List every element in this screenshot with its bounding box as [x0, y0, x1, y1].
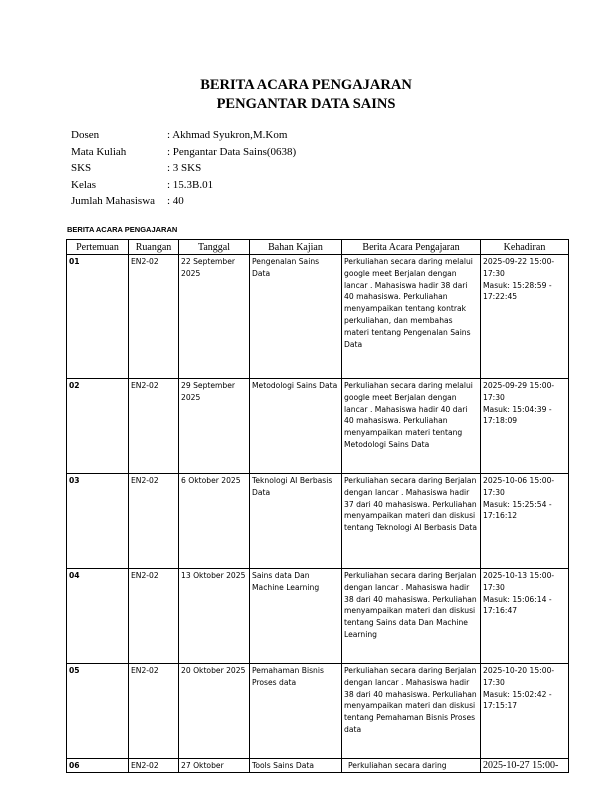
info-value: : 15.3B.01 [167, 178, 214, 191]
cell-ruangan: EN2-02 [129, 569, 179, 664]
kehadiran-jadwal: 2025-09-22 15:00-17:30 [483, 257, 555, 278]
column-header-tanggal: Tanggal [179, 240, 250, 255]
column-header-pertemuan: Pertemuan [67, 240, 129, 255]
cell-pertemuan: 05 [67, 664, 129, 759]
info-label: Jumlah Mahasiswa [71, 195, 156, 208]
cell-bahan-kajian: Metodologi Sains Data [250, 379, 342, 474]
cell-berita-acara: Perkuliahan secara daring [342, 759, 481, 773]
column-header-bahan-kajian: Bahan Kajian [250, 240, 342, 255]
cell-berita-acara: Perkuliahan secara daring melalui google meet Berjalan dengan lancar . Mahasiswa hadir 38 dari 40 mahasiswa. Perkuliahan menyampaikan tentang kontrak perkuliahan, dan membahas materi tentang Pengenalan Sains Data [342, 255, 481, 379]
cell-kehadiran [481, 379, 569, 474]
table-row [67, 255, 569, 379]
cell-pertemuan: 03 [67, 474, 129, 569]
attendance-table [66, 239, 569, 773]
cell-berita-acara: Perkuliahan secara daring Berjalan dengan lancar . Mahasiswa hadir 37 dari 40 mahasiswa. Perkuliahan menyampaikan materi dan diskusi tentang Teknologi AI Berbasis Data [342, 474, 481, 569]
cell-berita-acara: Perkuliahan secara daring melalui google meet Berjalan dengan lancar . Mahasiswa hadir 40 dari 40 mahasiswa. Perkuliahan menyampaikan materi tentang Metodologi Sains Data [342, 379, 481, 474]
cell-bahan-kajian: Pemahaman Bisnis Proses data [250, 664, 342, 759]
cell-ruangan: EN2-02 [129, 664, 179, 759]
document-subtitle: PENGANTAR DATA SAINS [216, 96, 396, 112]
table-header-row [67, 240, 569, 255]
info-label: Kelas [71, 178, 97, 191]
kehadiran-jadwal: 2025-09-29 15:00-17:30 [483, 381, 555, 402]
table-row [67, 759, 569, 773]
cell-tanggal: 13 Oktober 2025 [179, 569, 250, 664]
column-header-ruangan: Ruangan [129, 240, 179, 255]
kehadiran-masuk: Masuk: 15:02:42 - 17:15:17 [483, 689, 552, 711]
cell-pertemuan: 02 [67, 379, 129, 474]
document-title: BERITA ACARA PENGAJARAN [200, 77, 412, 93]
cell-tanggal: 29 September 2025 [179, 379, 250, 474]
table-row [67, 474, 569, 569]
cell-kehadiran [481, 664, 569, 759]
info-value: : Akhmad Syukron,M.Kom [167, 129, 288, 141]
cell-pertemuan: 04 [67, 569, 129, 664]
table-row [67, 379, 569, 474]
column-header-berita-acara: Berita Acara Pengajaran [342, 240, 481, 255]
cell-ruangan: EN2-02 [129, 474, 179, 569]
cell-kehadiran [481, 474, 569, 569]
kehadiran-masuk: Masuk: 15:06:14 - 17:16:47 [483, 594, 552, 616]
table-row [67, 664, 569, 759]
cell-kehadiran [481, 255, 569, 379]
kehadiran-masuk: Masuk: 15:04:39 - 17:18:09 [483, 404, 552, 426]
info-value: : 40 [167, 195, 184, 208]
section-label: BERITA ACARA PENGAJARAN [67, 225, 178, 234]
cell-ruangan: EN2-02 [129, 379, 179, 474]
kehadiran-jadwal: 2025-10-20 15:00-17:30 [483, 666, 555, 687]
cell-ruangan: EN2-02 [129, 759, 179, 773]
column-header-kehadiran: Kehadiran [481, 240, 569, 255]
cell-tanggal: 6 Oktober 2025 [179, 474, 250, 569]
cell-pertemuan: 01 [67, 255, 129, 379]
cell-bahan-kajian: Sains data Dan Machine Learning [250, 569, 342, 664]
kehadiran-masuk: Masuk: 15:28:59 - 17:22:45 [483, 280, 552, 302]
cell-tanggal: 22 September 2025 [179, 255, 250, 379]
cell-tanggal: 27 Oktober [179, 759, 250, 773]
cell-berita-acara: Perkuliahan secara daring Berjalan dengan lancar . Mahasiswa hadir 38 dari 40 mahasiswa. Perkuliahan menyampaikan materi dan diskusi tentang Pemahaman Bisnis Proses data [342, 664, 481, 759]
info-label: SKS [71, 162, 92, 175]
cell-kehadiran [481, 759, 569, 773]
table-row [67, 569, 569, 664]
info-value: : 3 SKS [167, 162, 202, 175]
cell-tanggal: 20 Oktober 2025 [179, 664, 250, 759]
info-label: Mata Kuliah [71, 145, 127, 158]
info-value: : Pengantar Data Sains(0638) [167, 145, 297, 158]
cell-ruangan: EN2-02 [129, 255, 179, 379]
info-label: Dosen [71, 129, 100, 141]
cell-berita-acara: Perkuliahan secara daring Berjalan dengan lancar . Mahasiswa hadir 38 dari 40 mahasiswa. Perkuliahan menyampaikan materi dan diskusi tentang Sains data Dan Machine Learning [342, 569, 481, 664]
cell-pertemuan: 06 [67, 759, 129, 773]
kehadiran-jadwal: 2025-10-27 15:00- [483, 760, 559, 771]
kehadiran-jadwal: 2025-10-13 15:00-17:30 [483, 571, 555, 592]
cell-bahan-kajian: Teknologi AI Berbasis Data [250, 474, 342, 569]
kehadiran-masuk: Masuk: 15:25:54 - 17:16:12 [483, 499, 552, 521]
cell-bahan-kajian: Tools Sains Data [250, 759, 342, 773]
cell-bahan-kajian: Pengenalan Sains Data [250, 255, 342, 379]
cell-kehadiran [481, 569, 569, 664]
kehadiran-jadwal: 2025-10-06 15:00-17:30 [483, 476, 555, 497]
